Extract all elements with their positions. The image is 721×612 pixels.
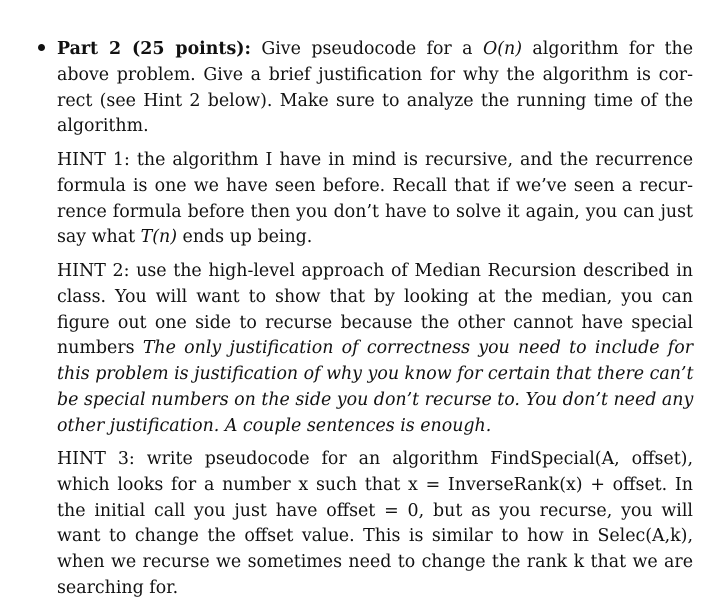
hint3-line-5: when we recurse we sometimes need to change the rank k that we are [57, 552, 693, 573]
bullet-point [38, 44, 45, 51]
part2-heading: Part 2 (25 points): [57, 39, 251, 59]
part2-paragraph [57, 37, 693, 140]
part2-line-3: rect (see Hint 2 below). Make sure to analyze the running time of the [57, 90, 693, 111]
part2-line-2: above problem. Give a brief justification for why the algorithm is cor- [57, 64, 693, 85]
hint2-line-6: be special numbers on the side you don’t recurse to. You don’t need any [57, 389, 694, 410]
part2-line-4: algorithm. [57, 116, 149, 137]
hint3-line-6: searching for. [57, 577, 179, 598]
hint2-text: numbers [57, 338, 135, 359]
hint2-line-3: figure out one side to recurse because the other cannot have special [57, 312, 693, 333]
hint2-line-1: HINT 2: use the high-level approach of Median Recursion described in [57, 261, 693, 281]
hint2-line-7: other justification. A couple sentences is enough. [57, 415, 492, 436]
hint1-text: say what [57, 227, 136, 248]
hint3-line-3: the initial call you just have offset = 0, but as you recurse, you will [57, 500, 693, 521]
big-o-math: O(n) [482, 39, 522, 59]
hint1-paragraph [57, 148, 693, 251]
hint2-line-5: this problem is justification of why you know for certain that there can’t [57, 364, 694, 385]
hint3-line-2: which looks for a number x such that x = InverseRank(x) + offset. In [57, 474, 693, 495]
hint2-italic-text: The only justification of correctness you need to include for [142, 338, 694, 359]
hint1-line-4 [57, 225, 693, 251]
hint3-line-1: HINT 3: write pseudocode for an algorithm FindSpecial(A, offset), [57, 449, 693, 469]
part2-line-1 [57, 37, 693, 63]
hint1-line-2: formula is one we have seen before. Recall that if we’ve seen a recur- [57, 175, 693, 196]
hint3-paragraph [57, 447, 693, 602]
hint2-line-4 [57, 336, 693, 362]
hint3-line-4: want to change the offset value. This is similar to how in Selec(A,k), [57, 526, 693, 547]
hint1-line-3: rence formula before then you don’t have to solve it again, you can just [57, 201, 693, 222]
hint1-line-1: HINT 1: the algorithm I have in mind is recursive, and the recurrence [57, 150, 693, 170]
part2-text: Give pseudocode for a [261, 39, 473, 59]
hint2-line-2: class. You will want to show that by looking at the median, you can [57, 286, 693, 307]
tn-math: T(n) [140, 227, 177, 248]
hint1-text: ends up being. [182, 227, 313, 248]
part2-text: algorithm for the [532, 39, 694, 59]
hint2-paragraph [57, 259, 693, 440]
